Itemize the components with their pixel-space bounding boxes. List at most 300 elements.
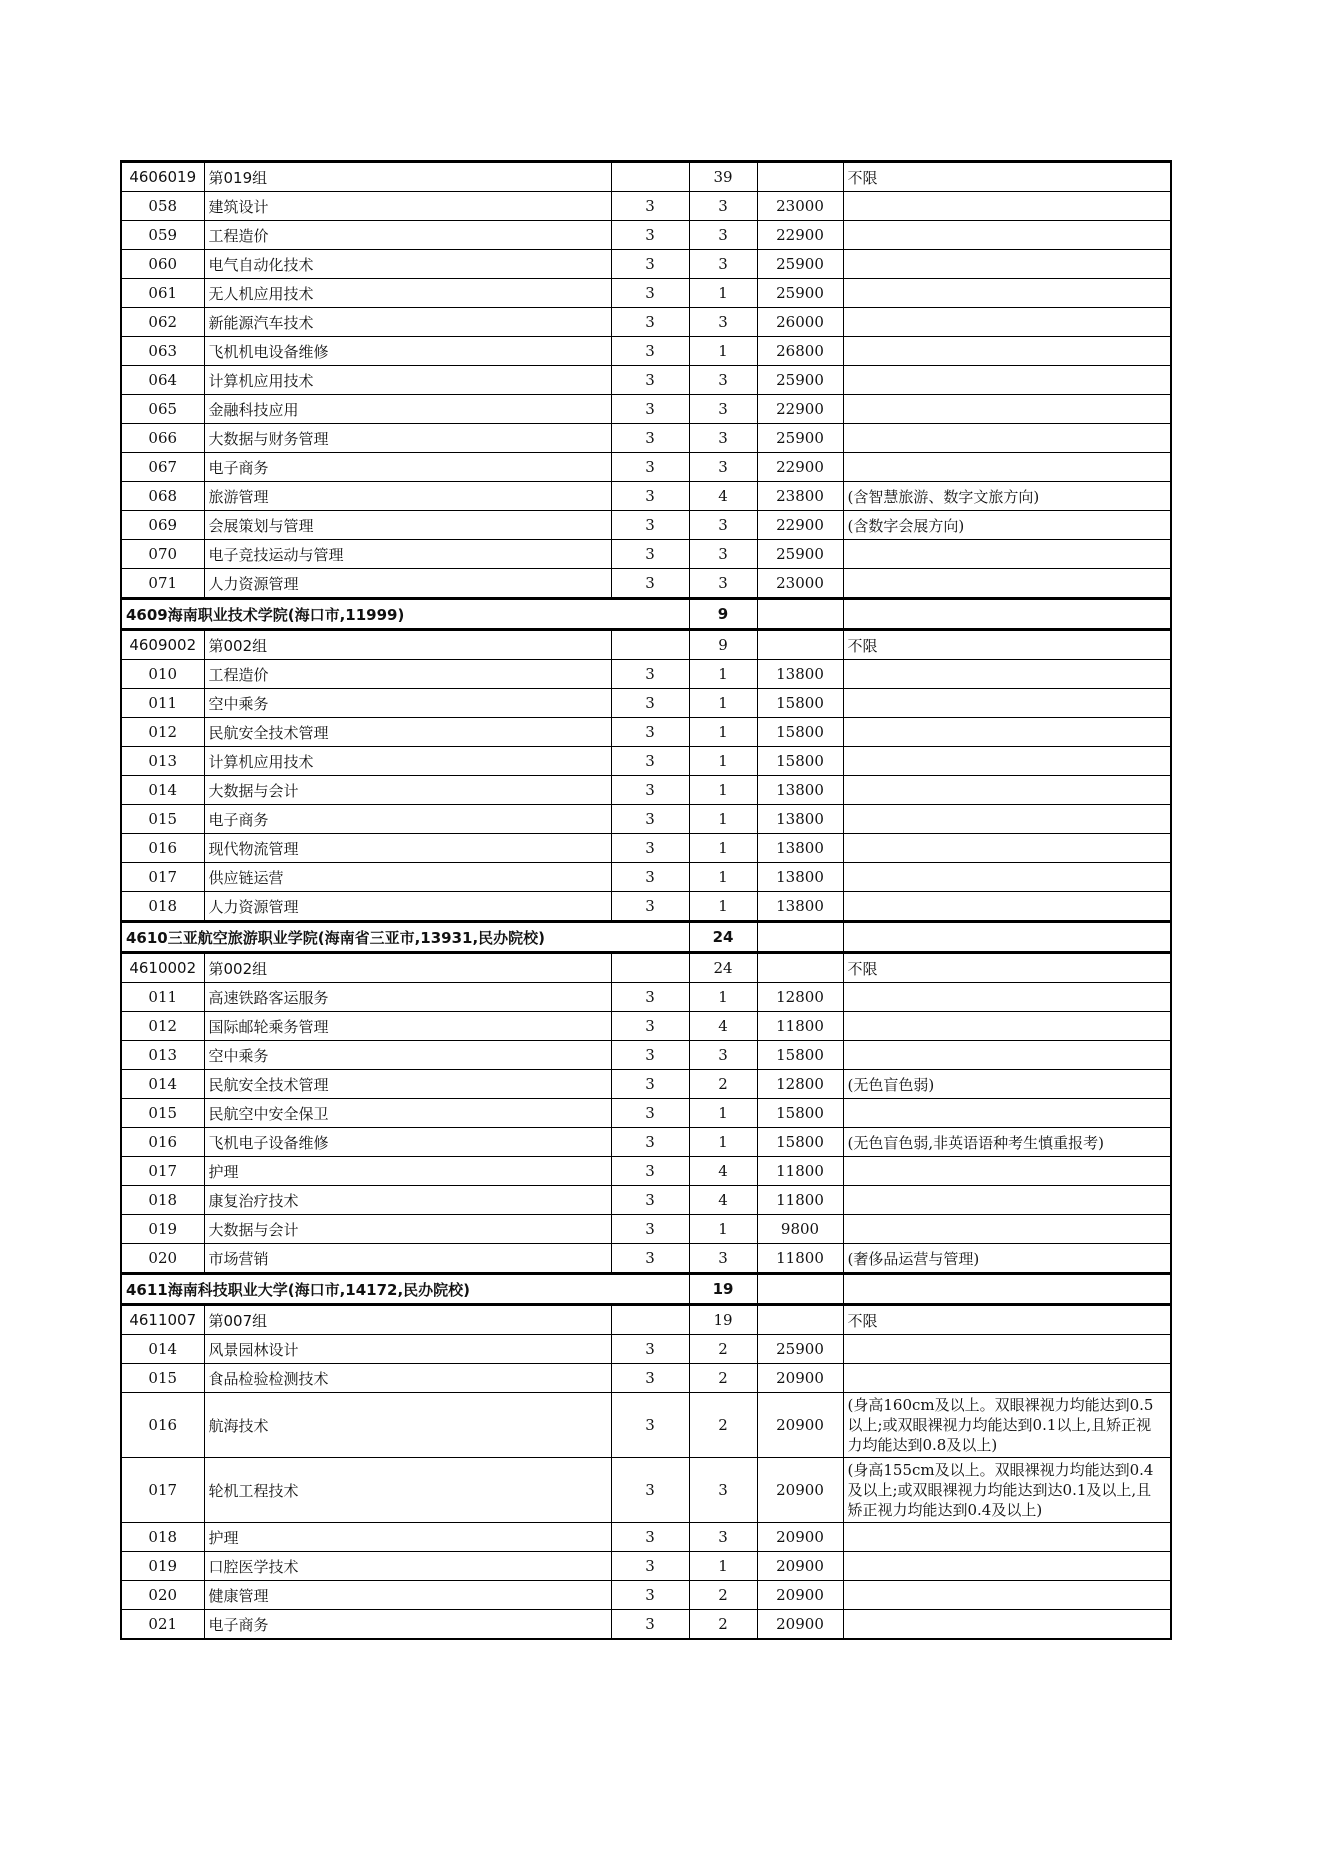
major-name: 护理 bbox=[204, 1157, 611, 1186]
major-name: 供应链运营 bbox=[204, 863, 611, 892]
major-years: 3 bbox=[611, 1157, 689, 1186]
major-name: 计算机应用技术 bbox=[204, 747, 611, 776]
major-note: (无色盲色弱) bbox=[843, 1070, 1171, 1099]
major-name: 电子竞技运动与管理 bbox=[204, 540, 611, 569]
major-row bbox=[121, 1041, 1171, 1070]
major-tuition-fee: 23000 bbox=[757, 192, 843, 221]
major-plan-count: 3 bbox=[689, 1041, 757, 1070]
major-plan-count: 3 bbox=[689, 250, 757, 279]
major-years: 3 bbox=[611, 718, 689, 747]
major-row bbox=[121, 1186, 1171, 1215]
group-name: 第002组 bbox=[204, 630, 611, 660]
major-years: 3 bbox=[611, 892, 689, 922]
major-name: 民航安全技术管理 bbox=[204, 1070, 611, 1099]
group-code: 4610002 bbox=[121, 953, 204, 983]
major-years: 3 bbox=[611, 453, 689, 482]
major-code: 013 bbox=[121, 747, 204, 776]
major-name: 口腔医学技术 bbox=[204, 1552, 611, 1581]
major-note: (含智慧旅游、数字文旅方向) bbox=[843, 482, 1171, 511]
major-note bbox=[843, 834, 1171, 863]
group-subject-requirement: 不限 bbox=[843, 1305, 1171, 1335]
major-row bbox=[121, 834, 1171, 863]
major-note bbox=[843, 747, 1171, 776]
major-name: 康复治疗技术 bbox=[204, 1186, 611, 1215]
major-name: 电气自动化技术 bbox=[204, 250, 611, 279]
major-tuition-fee: 20900 bbox=[757, 1581, 843, 1610]
major-name: 电子商务 bbox=[204, 1610, 611, 1640]
major-years: 3 bbox=[611, 689, 689, 718]
major-tuition-fee: 13800 bbox=[757, 660, 843, 689]
major-plan-count: 2 bbox=[689, 1070, 757, 1099]
major-note: (奢侈品运营与管理) bbox=[843, 1244, 1171, 1274]
major-plan-count: 3 bbox=[689, 511, 757, 540]
major-years: 3 bbox=[611, 1552, 689, 1581]
major-note bbox=[843, 1335, 1171, 1364]
major-name: 工程造价 bbox=[204, 660, 611, 689]
major-years: 3 bbox=[611, 747, 689, 776]
major-code: 018 bbox=[121, 1186, 204, 1215]
major-note bbox=[843, 1581, 1171, 1610]
major-tuition-fee: 11800 bbox=[757, 1186, 843, 1215]
major-tuition-fee: 15800 bbox=[757, 718, 843, 747]
major-row bbox=[121, 689, 1171, 718]
major-code: 020 bbox=[121, 1581, 204, 1610]
major-note bbox=[843, 337, 1171, 366]
group-years bbox=[611, 1305, 689, 1335]
major-years: 3 bbox=[611, 366, 689, 395]
major-row bbox=[121, 1552, 1171, 1581]
major-row bbox=[121, 1215, 1171, 1244]
major-plan-count: 3 bbox=[689, 395, 757, 424]
major-name: 金融科技应用 bbox=[204, 395, 611, 424]
major-years: 3 bbox=[611, 1012, 689, 1041]
group-fee bbox=[757, 162, 843, 192]
major-years: 3 bbox=[611, 1070, 689, 1099]
major-plan-count: 2 bbox=[689, 1581, 757, 1610]
major-plan-count: 2 bbox=[689, 1364, 757, 1393]
major-tuition-fee: 13800 bbox=[757, 805, 843, 834]
major-row bbox=[121, 511, 1171, 540]
major-tuition-fee: 12800 bbox=[757, 1070, 843, 1099]
major-row bbox=[121, 1523, 1171, 1552]
major-row bbox=[121, 660, 1171, 689]
major-years: 3 bbox=[611, 1186, 689, 1215]
major-plan-count: 3 bbox=[689, 453, 757, 482]
major-code: 068 bbox=[121, 482, 204, 511]
major-tuition-fee: 11800 bbox=[757, 1012, 843, 1041]
major-code: 021 bbox=[121, 1610, 204, 1640]
school-note-cell bbox=[843, 599, 1171, 630]
major-tuition-fee: 26800 bbox=[757, 337, 843, 366]
major-row bbox=[121, 482, 1171, 511]
major-note bbox=[843, 1215, 1171, 1244]
major-row bbox=[121, 983, 1171, 1012]
major-row bbox=[121, 1458, 1171, 1523]
major-tuition-fee: 15800 bbox=[757, 689, 843, 718]
major-plan-count: 3 bbox=[689, 366, 757, 395]
major-code: 070 bbox=[121, 540, 204, 569]
major-note: (无色盲色弱,非英语语种考生慎重报考) bbox=[843, 1128, 1171, 1157]
major-plan-count: 3 bbox=[689, 540, 757, 569]
school-fee-cell bbox=[757, 599, 843, 630]
major-tuition-fee: 9800 bbox=[757, 1215, 843, 1244]
school-fee-cell bbox=[757, 922, 843, 953]
major-tuition-fee: 11800 bbox=[757, 1244, 843, 1274]
major-plan-count: 1 bbox=[689, 337, 757, 366]
major-name: 空中乘务 bbox=[204, 1041, 611, 1070]
major-years: 3 bbox=[611, 1041, 689, 1070]
major-plan-count: 1 bbox=[689, 863, 757, 892]
major-row bbox=[121, 424, 1171, 453]
major-code: 011 bbox=[121, 689, 204, 718]
major-plan-count: 3 bbox=[689, 192, 757, 221]
major-tuition-fee: 25900 bbox=[757, 366, 843, 395]
major-tuition-fee: 26000 bbox=[757, 308, 843, 337]
major-code: 018 bbox=[121, 1523, 204, 1552]
major-row bbox=[121, 892, 1171, 922]
school-name: 4611海南科技职业大学(海口市,14172,民办院校) bbox=[121, 1274, 689, 1305]
major-name: 旅游管理 bbox=[204, 482, 611, 511]
major-name: 健康管理 bbox=[204, 1581, 611, 1610]
group-years bbox=[611, 162, 689, 192]
major-name: 轮机工程技术 bbox=[204, 1458, 611, 1523]
major-name: 人力资源管理 bbox=[204, 892, 611, 922]
major-code: 016 bbox=[121, 834, 204, 863]
major-note bbox=[843, 689, 1171, 718]
major-plan-count: 1 bbox=[689, 805, 757, 834]
major-note bbox=[843, 863, 1171, 892]
major-name: 航海技术 bbox=[204, 1393, 611, 1458]
major-years: 3 bbox=[611, 1215, 689, 1244]
major-years: 3 bbox=[611, 834, 689, 863]
major-code: 019 bbox=[121, 1215, 204, 1244]
major-plan-count: 3 bbox=[689, 1244, 757, 1274]
major-row bbox=[121, 337, 1171, 366]
major-years: 3 bbox=[611, 540, 689, 569]
major-note bbox=[843, 1610, 1171, 1640]
group-fee bbox=[757, 953, 843, 983]
major-years: 3 bbox=[611, 337, 689, 366]
major-code: 018 bbox=[121, 892, 204, 922]
major-row bbox=[121, 1610, 1171, 1640]
major-code: 015 bbox=[121, 805, 204, 834]
major-note bbox=[843, 718, 1171, 747]
major-note bbox=[843, 1157, 1171, 1186]
major-plan-count: 1 bbox=[689, 834, 757, 863]
major-tuition-fee: 25900 bbox=[757, 540, 843, 569]
major-plan-count: 1 bbox=[689, 776, 757, 805]
major-years: 3 bbox=[611, 660, 689, 689]
group-row bbox=[121, 953, 1171, 983]
major-code: 067 bbox=[121, 453, 204, 482]
major-name: 电子商务 bbox=[204, 805, 611, 834]
group-years bbox=[611, 953, 689, 983]
school-note-cell bbox=[843, 922, 1171, 953]
major-years: 3 bbox=[611, 863, 689, 892]
school-fee-cell bbox=[757, 1274, 843, 1305]
major-tuition-fee: 20900 bbox=[757, 1610, 843, 1640]
major-tuition-fee: 13800 bbox=[757, 776, 843, 805]
major-years: 3 bbox=[611, 776, 689, 805]
school-header-row bbox=[121, 1274, 1171, 1305]
major-tuition-fee: 12800 bbox=[757, 983, 843, 1012]
major-code: 064 bbox=[121, 366, 204, 395]
major-tuition-fee: 15800 bbox=[757, 747, 843, 776]
major-code: 060 bbox=[121, 250, 204, 279]
major-name: 新能源汽车技术 bbox=[204, 308, 611, 337]
major-plan-count: 1 bbox=[689, 747, 757, 776]
major-code: 014 bbox=[121, 1070, 204, 1099]
group-code: 4611007 bbox=[121, 1305, 204, 1335]
major-years: 3 bbox=[611, 569, 689, 599]
major-tuition-fee: 23800 bbox=[757, 482, 843, 511]
school-plan-count: 9 bbox=[689, 599, 757, 630]
group-plan-count: 19 bbox=[689, 1305, 757, 1335]
group-row bbox=[121, 162, 1171, 192]
major-code: 019 bbox=[121, 1552, 204, 1581]
major-years: 3 bbox=[611, 1128, 689, 1157]
major-tuition-fee: 25900 bbox=[757, 250, 843, 279]
major-note bbox=[843, 1364, 1171, 1393]
major-tuition-fee: 23000 bbox=[757, 569, 843, 599]
major-plan-count: 3 bbox=[689, 221, 757, 250]
major-note bbox=[843, 1552, 1171, 1581]
major-row bbox=[121, 1128, 1171, 1157]
major-note: (含数字会展方向) bbox=[843, 511, 1171, 540]
major-name: 大数据与财务管理 bbox=[204, 424, 611, 453]
major-years: 3 bbox=[611, 511, 689, 540]
major-tuition-fee: 11800 bbox=[757, 1157, 843, 1186]
major-note bbox=[843, 1012, 1171, 1041]
major-name: 现代物流管理 bbox=[204, 834, 611, 863]
major-note bbox=[843, 1523, 1171, 1552]
major-plan-count: 1 bbox=[689, 983, 757, 1012]
major-tuition-fee: 25900 bbox=[757, 279, 843, 308]
group-code: 4606019 bbox=[121, 162, 204, 192]
major-plan-count: 3 bbox=[689, 308, 757, 337]
major-code: 069 bbox=[121, 511, 204, 540]
major-tuition-fee: 22900 bbox=[757, 453, 843, 482]
major-years: 3 bbox=[611, 1335, 689, 1364]
school-header-row bbox=[121, 922, 1171, 953]
major-row bbox=[121, 718, 1171, 747]
group-years bbox=[611, 630, 689, 660]
major-years: 3 bbox=[611, 424, 689, 453]
major-note bbox=[843, 569, 1171, 599]
major-name: 空中乘务 bbox=[204, 689, 611, 718]
major-code: 016 bbox=[121, 1128, 204, 1157]
major-years: 3 bbox=[611, 1099, 689, 1128]
admissions-plan-table bbox=[120, 160, 1172, 1640]
major-tuition-fee: 15800 bbox=[757, 1099, 843, 1128]
major-note bbox=[843, 366, 1171, 395]
major-plan-count: 4 bbox=[689, 1157, 757, 1186]
major-tuition-fee: 15800 bbox=[757, 1128, 843, 1157]
group-subject-requirement: 不限 bbox=[843, 162, 1171, 192]
major-name: 市场营销 bbox=[204, 1244, 611, 1274]
major-plan-count: 1 bbox=[689, 1215, 757, 1244]
major-note bbox=[843, 192, 1171, 221]
major-row bbox=[121, 1581, 1171, 1610]
major-note bbox=[843, 805, 1171, 834]
major-tuition-fee: 22900 bbox=[757, 395, 843, 424]
major-code: 066 bbox=[121, 424, 204, 453]
major-name: 高速铁路客运服务 bbox=[204, 983, 611, 1012]
group-code: 4609002 bbox=[121, 630, 204, 660]
major-code: 013 bbox=[121, 1041, 204, 1070]
major-note: (身高155cm及以上。双眼裸视力均能达到0.4及以上;或双眼裸视力均能达到达0.1及以上,且矫正视力均能达到0.4及以上) bbox=[843, 1458, 1171, 1523]
major-code: 012 bbox=[121, 718, 204, 747]
major-tuition-fee: 20900 bbox=[757, 1364, 843, 1393]
major-years: 3 bbox=[611, 1393, 689, 1458]
major-code: 058 bbox=[121, 192, 204, 221]
major-code: 017 bbox=[121, 1157, 204, 1186]
major-name: 食品检验检测技术 bbox=[204, 1364, 611, 1393]
major-tuition-fee: 25900 bbox=[757, 1335, 843, 1364]
major-code: 014 bbox=[121, 776, 204, 805]
major-years: 3 bbox=[611, 482, 689, 511]
major-name: 飞机电子设备维修 bbox=[204, 1128, 611, 1157]
major-plan-count: 3 bbox=[689, 1458, 757, 1523]
major-note: (身高160cm及以上。双眼裸视力均能达到0.5以上;或双眼裸视力均能达到0.1以上,且矫正视力均能达到0.8及以上) bbox=[843, 1393, 1171, 1458]
major-name: 护理 bbox=[204, 1523, 611, 1552]
major-code: 017 bbox=[121, 1458, 204, 1523]
major-name: 电子商务 bbox=[204, 453, 611, 482]
major-code: 062 bbox=[121, 308, 204, 337]
major-note bbox=[843, 453, 1171, 482]
admissions-table-body bbox=[121, 162, 1171, 1640]
major-row bbox=[121, 805, 1171, 834]
major-row bbox=[121, 192, 1171, 221]
major-years: 3 bbox=[611, 221, 689, 250]
major-years: 3 bbox=[611, 308, 689, 337]
major-plan-count: 2 bbox=[689, 1393, 757, 1458]
major-years: 3 bbox=[611, 1458, 689, 1523]
major-note bbox=[843, 395, 1171, 424]
major-plan-count: 4 bbox=[689, 1186, 757, 1215]
school-header-row bbox=[121, 599, 1171, 630]
major-tuition-fee: 20900 bbox=[757, 1552, 843, 1581]
major-row bbox=[121, 1157, 1171, 1186]
major-plan-count: 2 bbox=[689, 1610, 757, 1640]
major-note bbox=[843, 1099, 1171, 1128]
major-note bbox=[843, 250, 1171, 279]
major-note bbox=[843, 540, 1171, 569]
major-plan-count: 4 bbox=[689, 1012, 757, 1041]
major-name: 民航安全技术管理 bbox=[204, 718, 611, 747]
major-row bbox=[121, 776, 1171, 805]
major-code: 065 bbox=[121, 395, 204, 424]
group-name: 第019组 bbox=[204, 162, 611, 192]
major-code: 014 bbox=[121, 1335, 204, 1364]
group-row bbox=[121, 1305, 1171, 1335]
major-years: 3 bbox=[611, 395, 689, 424]
major-tuition-fee: 20900 bbox=[757, 1458, 843, 1523]
major-code: 012 bbox=[121, 1012, 204, 1041]
group-name: 第002组 bbox=[204, 953, 611, 983]
major-row bbox=[121, 221, 1171, 250]
major-row bbox=[121, 1393, 1171, 1458]
major-tuition-fee: 22900 bbox=[757, 221, 843, 250]
major-row bbox=[121, 250, 1171, 279]
group-plan-count: 39 bbox=[689, 162, 757, 192]
school-plan-count: 24 bbox=[689, 922, 757, 953]
major-code: 020 bbox=[121, 1244, 204, 1274]
major-name: 人力资源管理 bbox=[204, 569, 611, 599]
major-tuition-fee: 20900 bbox=[757, 1523, 843, 1552]
major-row bbox=[121, 308, 1171, 337]
major-note bbox=[843, 308, 1171, 337]
major-years: 3 bbox=[611, 1581, 689, 1610]
major-row bbox=[121, 1012, 1171, 1041]
major-code: 011 bbox=[121, 983, 204, 1012]
group-fee bbox=[757, 630, 843, 660]
major-note bbox=[843, 1041, 1171, 1070]
major-tuition-fee: 15800 bbox=[757, 1041, 843, 1070]
major-note bbox=[843, 983, 1171, 1012]
major-plan-count: 1 bbox=[689, 1128, 757, 1157]
major-row bbox=[121, 395, 1171, 424]
major-name: 国际邮轮乘务管理 bbox=[204, 1012, 611, 1041]
major-row bbox=[121, 540, 1171, 569]
major-code: 017 bbox=[121, 863, 204, 892]
major-plan-count: 1 bbox=[689, 279, 757, 308]
major-code: 010 bbox=[121, 660, 204, 689]
major-name: 计算机应用技术 bbox=[204, 366, 611, 395]
major-years: 3 bbox=[611, 983, 689, 1012]
major-name: 大数据与会计 bbox=[204, 776, 611, 805]
major-name: 无人机应用技术 bbox=[204, 279, 611, 308]
school-note-cell bbox=[843, 1274, 1171, 1305]
major-name: 飞机机电设备维修 bbox=[204, 337, 611, 366]
major-note bbox=[843, 776, 1171, 805]
major-name: 大数据与会计 bbox=[204, 1215, 611, 1244]
school-plan-count: 19 bbox=[689, 1274, 757, 1305]
major-note bbox=[843, 424, 1171, 453]
major-years: 3 bbox=[611, 1610, 689, 1640]
major-plan-count: 1 bbox=[689, 689, 757, 718]
major-row bbox=[121, 863, 1171, 892]
major-years: 3 bbox=[611, 1244, 689, 1274]
major-plan-count: 3 bbox=[689, 424, 757, 453]
major-tuition-fee: 20900 bbox=[757, 1393, 843, 1458]
group-plan-count: 24 bbox=[689, 953, 757, 983]
major-code: 016 bbox=[121, 1393, 204, 1458]
major-note bbox=[843, 279, 1171, 308]
school-name: 4610三亚航空旅游职业学院(海南省三亚市,13931,民办院校) bbox=[121, 922, 689, 953]
major-code: 063 bbox=[121, 337, 204, 366]
major-note bbox=[843, 1186, 1171, 1215]
school-name: 4609海南职业技术学院(海口市,11999) bbox=[121, 599, 689, 630]
major-plan-count: 1 bbox=[689, 1099, 757, 1128]
major-plan-count: 2 bbox=[689, 1335, 757, 1364]
major-row bbox=[121, 1364, 1171, 1393]
major-row bbox=[121, 1244, 1171, 1274]
major-years: 3 bbox=[611, 1364, 689, 1393]
major-tuition-fee: 25900 bbox=[757, 424, 843, 453]
group-row bbox=[121, 630, 1171, 660]
major-years: 3 bbox=[611, 279, 689, 308]
major-plan-count: 1 bbox=[689, 892, 757, 922]
major-tuition-fee: 13800 bbox=[757, 863, 843, 892]
major-row bbox=[121, 279, 1171, 308]
major-code: 015 bbox=[121, 1364, 204, 1393]
major-plan-count: 1 bbox=[689, 718, 757, 747]
group-plan-count: 9 bbox=[689, 630, 757, 660]
major-row bbox=[121, 747, 1171, 776]
major-plan-count: 1 bbox=[689, 660, 757, 689]
major-plan-count: 3 bbox=[689, 569, 757, 599]
